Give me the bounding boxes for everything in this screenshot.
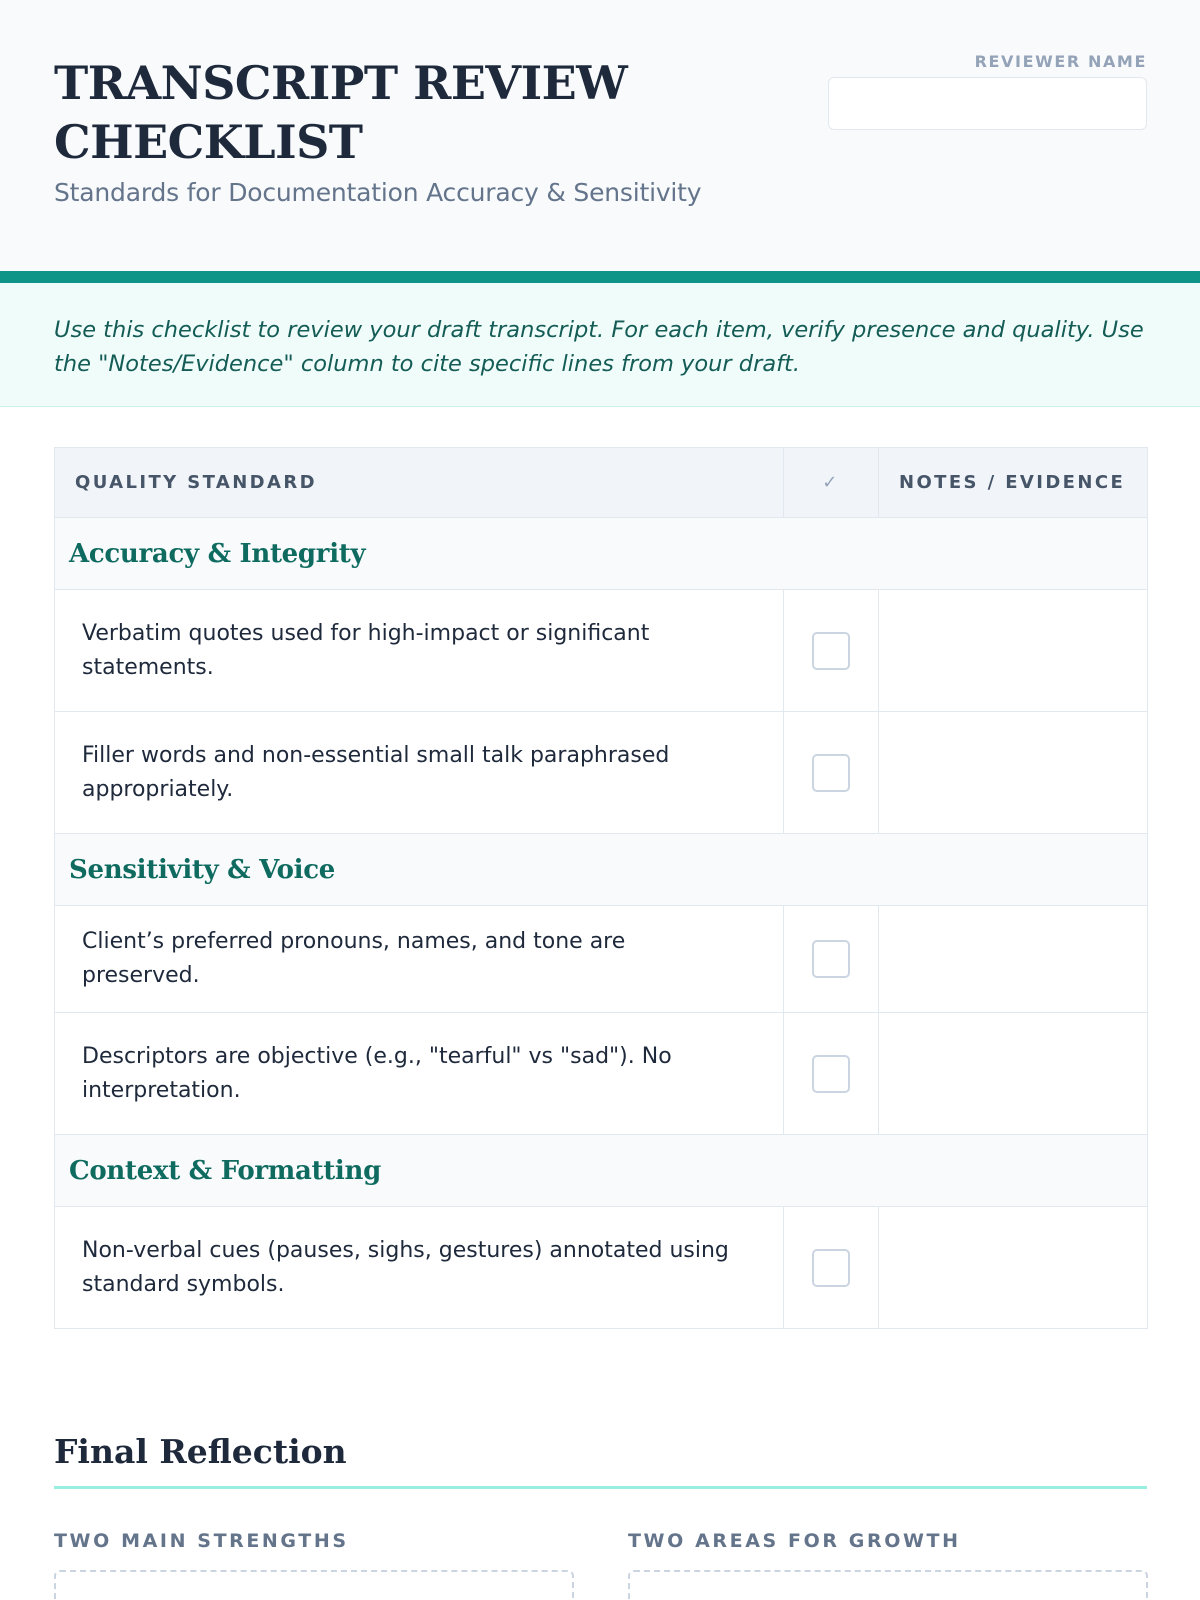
growth-label: TWO AREAS FOR GROWTH (628, 1530, 961, 1552)
quality-standard-header: QUALITY STANDARD (55, 448, 784, 518)
table-row (55, 590, 1148, 712)
standard-text: Client’s preferred pronouns, names, and tone are preserved. (55, 906, 784, 1013)
table-row (55, 1013, 1148, 1135)
reviewer-name-label: REVIEWER NAME (974, 52, 1147, 71)
notes-cell[interactable] (879, 590, 1148, 712)
page-header (0, 0, 1200, 271)
reflection-divider (54, 1486, 1147, 1489)
section-title-context: Context & Formatting (55, 1135, 1148, 1207)
section-row (55, 518, 1148, 590)
section-title-sensitivity: Sensitivity & Voice (55, 834, 1148, 906)
strengths-label: TWO MAIN STRENGTHS (54, 1530, 349, 1552)
checklist-table (54, 447, 1148, 1329)
standard-text: Descriptors are objective (e.g., "tearful" vs "sad"). No interpretation. (55, 1013, 784, 1135)
accent-divider (0, 271, 1200, 283)
table-header-row (55, 448, 1148, 518)
section-row (55, 1135, 1148, 1207)
section-row (55, 834, 1148, 906)
notes-cell[interactable] (879, 712, 1148, 834)
strengths-input[interactable] (54, 1570, 574, 1600)
checkbox[interactable] (812, 632, 850, 670)
notes-cell[interactable] (879, 906, 1148, 1013)
check-column-header: ✓ (784, 448, 879, 518)
standard-text: Non-verbal cues (pauses, sighs, gestures) annotated using standard symbols. (55, 1207, 784, 1329)
standard-text: Verbatim quotes used for high-impact or significant statements. (55, 590, 784, 712)
checkbox[interactable] (812, 754, 850, 792)
standard-text: Filler words and non-essential small talk paraphrased appropriately. (55, 712, 784, 834)
page-subtitle: Standards for Documentation Accuracy & Sensitivity (54, 178, 702, 207)
table-row (55, 712, 1148, 834)
instructions-text: Use this checklist to review your draft transcript. For each item, verify presence and quality. Use the "Notes/Evidence" column to cite specific lines from your draft. (54, 317, 1144, 377)
growth-input[interactable] (628, 1570, 1148, 1600)
checkbox[interactable] (812, 940, 850, 978)
table-row (55, 1207, 1148, 1329)
notes-cell[interactable] (879, 1207, 1148, 1329)
notes-evidence-header: NOTES / EVIDENCE (879, 448, 1148, 518)
checkbox[interactable] (812, 1055, 850, 1093)
table-row (55, 906, 1148, 1013)
checkbox[interactable] (812, 1249, 850, 1287)
notes-cell[interactable] (879, 1013, 1148, 1135)
page-title: TRANSCRIPT REVIEW CHECKLIST (54, 56, 628, 169)
final-reflection-title: Final Reflection (54, 1432, 347, 1471)
reviewer-name-input[interactable] (828, 77, 1147, 130)
section-title-accuracy: Accuracy & Integrity (55, 518, 1148, 590)
instructions-banner (0, 283, 1200, 407)
